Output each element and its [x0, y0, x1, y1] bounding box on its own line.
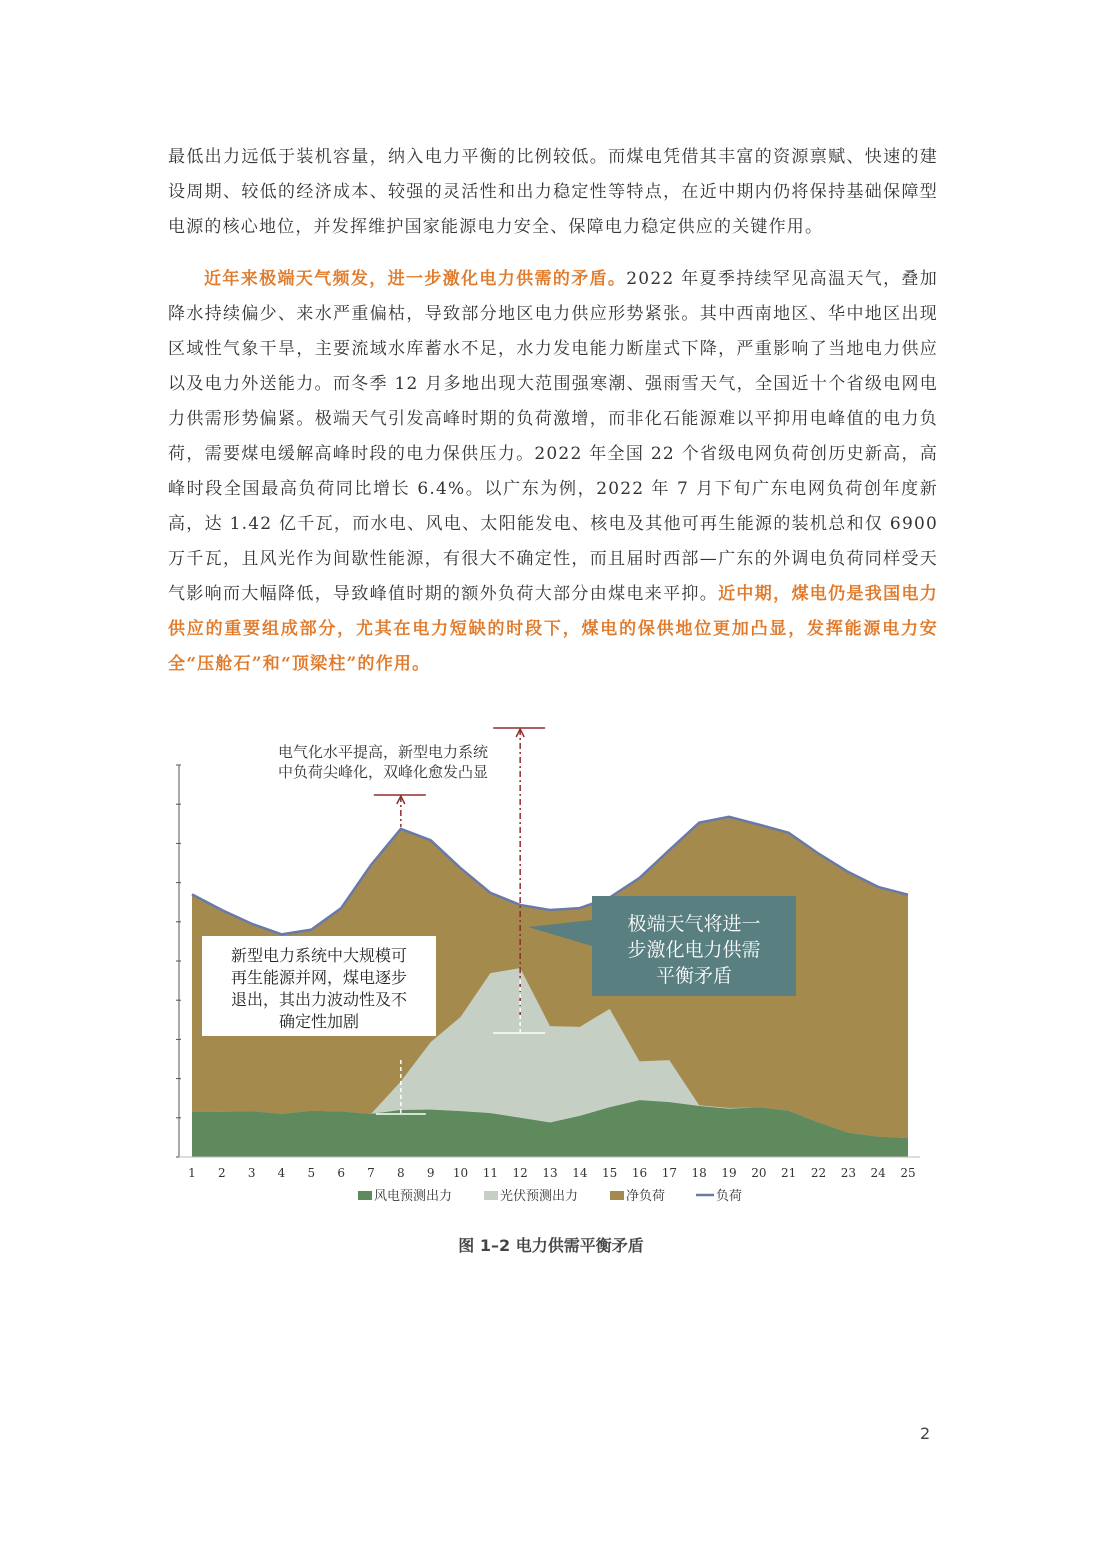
legend-label: 负荷 — [716, 1189, 743, 1204]
annotation-2-line: 退出，其出力波动性及不 — [230, 990, 408, 1009]
power-balance-chart — [168, 720, 938, 1215]
x-tick-label: 24 — [870, 1166, 886, 1180]
paragraph-1: 最低出力远低于装机容量，纳入电力平衡的比例较低。而煤电凭借其丰富的资源禀赋、快速的建设周期、较低的经济成本、较强的灵活性和出力稳定性等特点，在近中期内仍将保持基础保障型电源的核心地位，并发挥维护国家能源电力安全、保障电力稳定供应的关键作用。 — [168, 147, 938, 237]
x-tick-label: 18 — [691, 1166, 707, 1180]
x-tick-label: 1 — [188, 1166, 196, 1180]
x-tick-label: 19 — [721, 1166, 737, 1180]
x-tick-label: 20 — [751, 1166, 767, 1180]
x-tick-label: 17 — [661, 1166, 677, 1180]
annotation-3-line: 极端天气将进一 — [627, 913, 761, 935]
annotation-3-line: 步激化电力供需 — [627, 939, 761, 961]
x-tick-label: 4 — [277, 1166, 286, 1180]
x-tick-label: 16 — [631, 1166, 648, 1180]
figure-caption: 图 1–2 电力供需平衡矛盾 — [458, 1236, 644, 1255]
annotation-3-line: 平衡矛盾 — [655, 965, 733, 987]
x-tick-label: 22 — [810, 1166, 827, 1180]
x-tick-label: 14 — [572, 1166, 588, 1180]
x-tick-label: 12 — [512, 1166, 528, 1180]
x-tick-label: 23 — [840, 1166, 856, 1180]
highlight-2: 近中期，煤电仍是我国电力供应的重要组成部分，尤其在电力短缺的时段下，煤电的保供地位更加凸显，发挥能源电力安全“压舱石”和“顶梁柱”的作用。 — [168, 584, 938, 674]
x-tick-label: 9 — [426, 1166, 435, 1180]
x-tick-label: 3 — [247, 1166, 256, 1180]
x-tick-label: 13 — [542, 1166, 558, 1180]
x-tick-label: 10 — [452, 1166, 469, 1180]
x-tick-label: 8 — [397, 1166, 405, 1180]
legend-swatch — [358, 1191, 372, 1200]
x-tick-label: 15 — [602, 1166, 618, 1180]
annotation-2-line: 再生能源并网，煤电逐步 — [230, 968, 408, 987]
legend-swatch — [610, 1191, 624, 1200]
x-tick-label: 7 — [367, 1166, 375, 1180]
x-tick-label: 25 — [900, 1166, 916, 1180]
legend-label: 风电预测出力 — [374, 1189, 453, 1204]
paragraph-2-body: 2022 年夏季持续罕见高温天气，叠加降水持续偏少、来水严重偏枯，导致部分地区电力供应形势紧张。其中西南地区、华中地区出现区域性气象干旱，主要流域水库蓄水不足，水力发电能力断崖式下降，严重影响了当地电力供应以及电力外送能力。而冬季 12 月多地出现大范围强寒潮、强雨雪天气，全国近十个省级电网电力供需形势偏紧。极端天气引发高峰时期的负荷激增，而非化石能源难以平抑用电峰值的电力负荷，需要煤电缓解高峰时段的电力保供压力。2022 年全国 22 个省级电网负荷创历史新高，高峰时段全国最高负荷同比增长 6.4%。以广东为例，2022 年 7 月下旬广东电网负荷创年度新高，达 1.42 亿千瓦，而水电、风电、太阳能发电、核电及其他可再生能源的装机总和仅 6900 万千瓦，且风光作为间歇性能源，有很大不确定性，而且届时西部—广东的外调电负荷同样受天气影响而大幅降低，导致峰值时期的额外负荷大部分由煤电来平抑。 — [168, 269, 938, 604]
paragraph-2 — [168, 262, 938, 682]
x-tick-label: 2 — [218, 1166, 226, 1180]
x-tick-label: 11 — [482, 1166, 498, 1180]
annotation-2-line: 新型电力系统中大规模可 — [230, 946, 408, 965]
legend-label: 净负荷 — [626, 1189, 666, 1204]
legend-swatch — [484, 1191, 498, 1200]
highlight-1: 近年来极端天气频发，进一步激化电力供需的矛盾。 — [204, 269, 627, 289]
x-tick-label: 5 — [307, 1166, 316, 1180]
annotation-1-line: 中负荷尖峰化，双峰化愈发凸显 — [278, 763, 489, 781]
x-tick-label: 6 — [337, 1166, 345, 1180]
legend-label: 光伏预测出力 — [500, 1189, 579, 1204]
x-tick-label: 21 — [781, 1166, 797, 1180]
page-number: 2 — [920, 1424, 931, 1443]
annotation-2-line: 确定性加剧 — [278, 1012, 360, 1031]
annotation-1-line: 电气化水平提高，新型电力系统 — [278, 743, 489, 761]
